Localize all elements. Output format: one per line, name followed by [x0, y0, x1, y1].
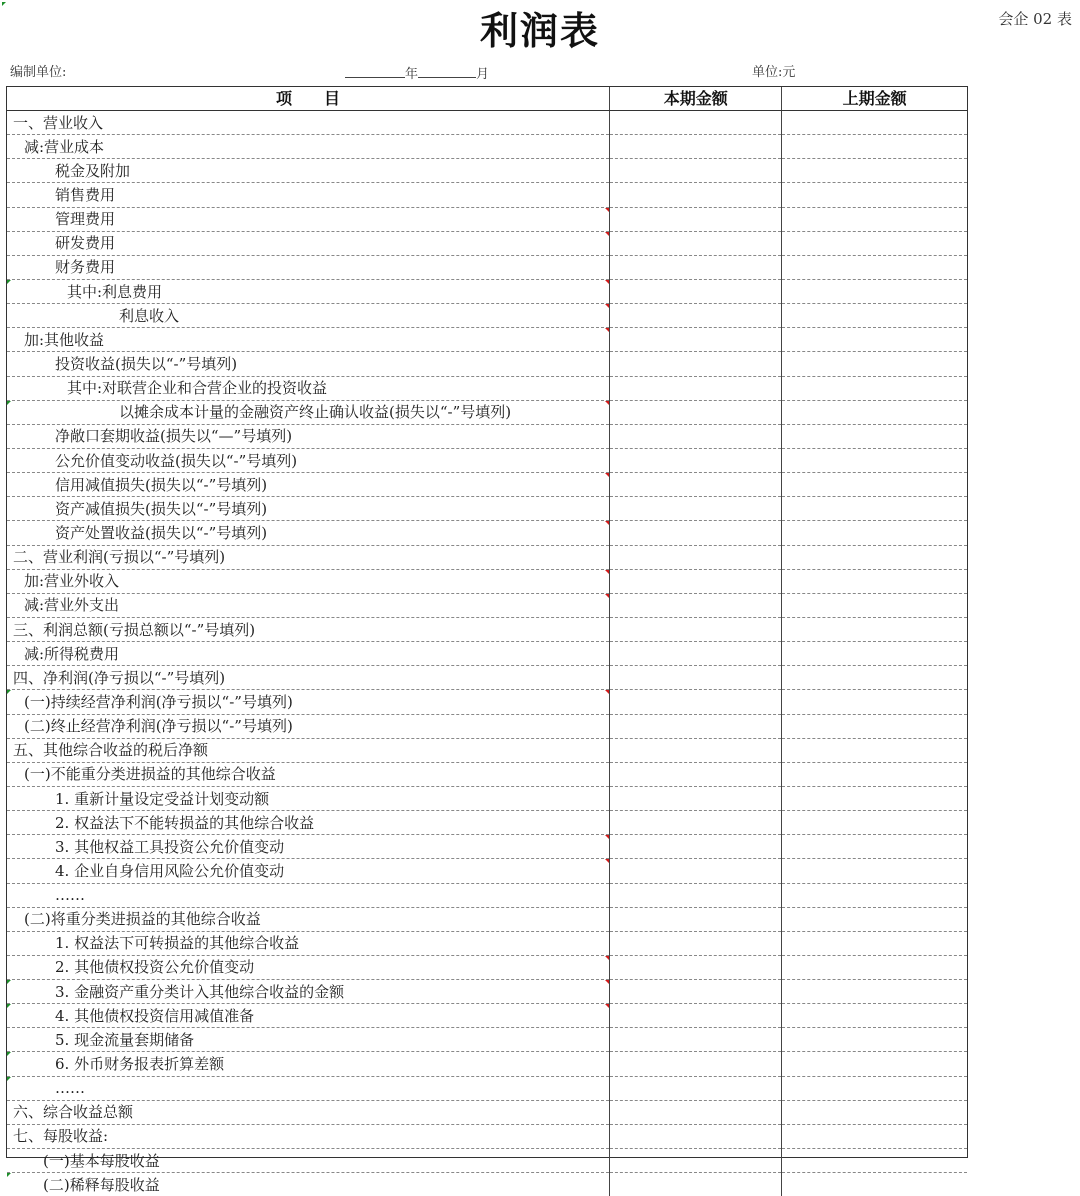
table-row [7, 400, 967, 424]
current-period-amount-cell[interactable] [610, 207, 782, 231]
current-period-amount-cell[interactable] [610, 642, 782, 666]
row-item-label: 减:所得税费用 [24, 644, 120, 663]
prior-period-amount-cell[interactable] [782, 883, 967, 907]
current-period-amount-cell[interactable] [610, 1076, 782, 1100]
row-item-cell[interactable] [7, 859, 610, 883]
table-row [7, 907, 967, 931]
row-item-label: 财务费用 [55, 258, 116, 277]
row-item-label: 五、其他综合收益的税后净额 [13, 741, 209, 760]
row-item-label: (二)终止经营净利润(净亏损以“-”号填列) [24, 717, 293, 736]
row-item-cell[interactable] [7, 279, 610, 303]
prior-period-amount-cell[interactable] [782, 811, 967, 835]
prior-period-amount-cell[interactable] [782, 666, 967, 690]
table-row [7, 1076, 967, 1100]
table-row [7, 1124, 967, 1148]
current-period-amount-cell[interactable] [610, 135, 782, 159]
cell-comment-marker [7, 690, 11, 694]
current-period-amount-cell[interactable] [610, 400, 782, 424]
prior-period-amount-cell[interactable] [782, 859, 967, 883]
current-period-amount-cell[interactable] [610, 1052, 782, 1076]
row-item-label: …… [55, 886, 85, 905]
current-period-amount-cell[interactable] [610, 1004, 782, 1028]
currency-unit-label: 单位:元 [752, 65, 796, 80]
report-period [345, 64, 489, 84]
current-period-amount-cell[interactable] [610, 473, 782, 497]
prior-period-amount-cell[interactable] [782, 835, 967, 859]
prior-period-amount-cell[interactable] [782, 738, 967, 762]
prior-period-amount-cell[interactable] [782, 159, 967, 183]
row-item-label: 利息收入 [119, 306, 180, 325]
row-item-label: 净敞口套期收益(损失以“—”号填列) [55, 427, 293, 446]
prior-period-amount-cell[interactable] [782, 279, 967, 303]
row-item-cell[interactable] [7, 593, 610, 617]
table-row [7, 473, 967, 497]
table-row [7, 304, 967, 328]
prior-period-amount-cell[interactable] [782, 400, 967, 424]
prior-period-amount-cell[interactable] [782, 545, 967, 569]
table-row [7, 255, 967, 279]
table-row [7, 980, 967, 1004]
cell-error-marker [605, 280, 609, 284]
cell-error-marker [605, 594, 609, 598]
row-item-label: 4. 其他债权投资信用减值准备 [55, 1006, 255, 1025]
table-row [7, 786, 967, 810]
row-item-cell[interactable] [7, 231, 610, 255]
current-period-amount-cell[interactable] [610, 835, 782, 859]
cell-error-marker [605, 232, 609, 236]
row-item-label: 资产减值损失(损失以“-”号填列) [55, 499, 268, 518]
cell-comment-marker [7, 1173, 11, 1177]
row-item-label: 3. 其他权益工具投资公允价值变动 [55, 837, 285, 856]
year-blank [345, 64, 405, 78]
row-item-cell[interactable] [7, 569, 610, 593]
prior-period-amount-cell[interactable] [782, 448, 967, 472]
row-item-cell[interactable] [7, 1100, 610, 1124]
form-code: 会企 02 表 [998, 10, 1072, 28]
prior-period-amount-cell[interactable] [782, 473, 967, 497]
cell-comment-marker [7, 1004, 11, 1008]
row-item-cell[interactable] [7, 497, 610, 521]
cell-error-marker [605, 690, 609, 694]
row-item-label: 公允价值变动收益(损失以“-”号填列) [55, 451, 298, 470]
prior-period-amount-cell[interactable] [782, 376, 967, 400]
row-item-cell[interactable] [7, 980, 610, 1004]
row-item-cell[interactable] [7, 835, 610, 859]
current-period-amount-cell[interactable] [610, 521, 782, 545]
current-period-amount-cell[interactable] [610, 738, 782, 762]
cell-error-marker [605, 1004, 609, 1008]
cell-error-marker [605, 473, 609, 477]
prior-period-amount-cell[interactable] [782, 1076, 967, 1100]
row-item-label: (一)不能重分类进损益的其他综合收益 [24, 765, 276, 784]
prior-period-amount-cell[interactable] [782, 328, 967, 352]
table-row [7, 714, 967, 738]
prior-period-amount-cell[interactable] [782, 304, 967, 328]
column-header-item: 项 目 [7, 87, 610, 111]
row-item-label: 1. 重新计量设定受益计划变动额 [55, 789, 270, 808]
cell-error-marker [605, 304, 609, 308]
table-row [7, 207, 967, 231]
month-label: 月 [476, 67, 490, 82]
table-row [7, 762, 967, 786]
row-item-label: 其中:利息费用 [67, 282, 163, 301]
row-item-cell[interactable] [7, 1149, 610, 1173]
current-period-amount-cell[interactable] [610, 545, 782, 569]
row-item-label: 信用减值损失(损失以“-”号填列) [55, 475, 268, 494]
cell-comment-marker [7, 980, 11, 984]
current-period-amount-cell[interactable] [610, 955, 782, 979]
current-period-amount-cell[interactable] [610, 1124, 782, 1148]
cell-comment-marker [7, 401, 11, 405]
prior-period-amount-cell[interactable] [782, 1100, 967, 1124]
current-period-amount-cell[interactable] [610, 980, 782, 1004]
row-item-cell[interactable] [7, 111, 610, 135]
column-header-prior-period: 上期金额 [782, 87, 967, 111]
prior-period-amount-cell[interactable] [782, 907, 967, 931]
cell-error-marker [605, 835, 609, 839]
current-period-amount-cell[interactable] [610, 883, 782, 907]
row-item-label: 2. 其他债权投资公允价值变动 [55, 958, 255, 977]
prior-period-amount-cell[interactable] [782, 111, 967, 135]
row-item-cell[interactable] [7, 907, 610, 931]
row-item-cell[interactable] [7, 714, 610, 738]
prior-period-amount-cell[interactable] [782, 690, 967, 714]
current-period-amount-cell[interactable] [610, 931, 782, 955]
table-row [7, 835, 967, 859]
current-period-amount-cell[interactable] [610, 762, 782, 786]
table-row [7, 690, 967, 714]
table-row [7, 1173, 967, 1196]
table-row [7, 642, 967, 666]
current-period-amount-cell[interactable] [610, 376, 782, 400]
table-row [7, 424, 967, 448]
current-period-amount-cell[interactable] [610, 1100, 782, 1124]
table-row [7, 1028, 967, 1052]
table-row [7, 1004, 967, 1028]
current-period-amount-cell[interactable] [610, 352, 782, 376]
prior-period-amount-cell[interactable] [782, 714, 967, 738]
row-item-cell[interactable] [7, 135, 610, 159]
row-item-cell[interactable] [7, 255, 610, 279]
row-item-label: 销售费用 [55, 185, 116, 204]
prior-period-amount-cell[interactable] [782, 1149, 967, 1173]
row-item-label: …… [55, 1079, 85, 1098]
row-item-cell[interactable] [7, 1028, 610, 1052]
prior-period-amount-cell[interactable] [782, 642, 967, 666]
row-item-label: (二)稀释每股收益 [43, 1175, 160, 1194]
table-row [7, 1100, 967, 1124]
row-item-cell[interactable] [7, 448, 610, 472]
row-item-cell[interactable] [7, 328, 610, 352]
table-row [7, 497, 967, 521]
column-header-current-period: 本期金额 [610, 87, 782, 111]
cell-comment-marker [2, 2, 6, 6]
row-item-label: 四、净利润(净亏损以“-”号填列) [13, 668, 226, 687]
cell-error-marker [605, 570, 609, 574]
row-item-label: 其中:对联营企业和合营企业的投资收益 [67, 379, 328, 398]
cell-error-marker [605, 208, 609, 212]
row-item-label: 以摊余成本计量的金融资产终止确认收益(损失以“-”号填列) [119, 403, 512, 422]
current-period-amount-cell[interactable] [610, 424, 782, 448]
table-row [7, 376, 967, 400]
current-period-amount-cell[interactable] [610, 304, 782, 328]
current-period-amount-cell[interactable] [610, 1149, 782, 1173]
current-period-amount-cell[interactable] [610, 448, 782, 472]
row-item-cell[interactable] [7, 304, 610, 328]
prior-period-amount-cell[interactable] [782, 1052, 967, 1076]
year-label: 年 [405, 67, 419, 82]
prior-period-amount-cell[interactable] [782, 593, 967, 617]
current-period-amount-cell[interactable] [610, 811, 782, 835]
table-header-row [7, 87, 967, 111]
row-item-cell[interactable] [7, 738, 610, 762]
current-period-amount-cell[interactable] [610, 111, 782, 135]
table-row [7, 666, 967, 690]
row-item-cell[interactable] [7, 883, 610, 907]
table-row [7, 279, 967, 303]
table-row [7, 328, 967, 352]
current-period-amount-cell[interactable] [610, 328, 782, 352]
current-period-amount-cell[interactable] [610, 617, 782, 641]
prior-period-amount-cell[interactable] [782, 521, 967, 545]
cell-error-marker [605, 956, 609, 960]
current-period-amount-cell[interactable] [610, 1173, 782, 1196]
row-item-cell[interactable] [7, 207, 610, 231]
prior-period-amount-cell[interactable] [782, 786, 967, 810]
income-statement-table [6, 86, 968, 1194]
row-item-cell[interactable] [7, 617, 610, 641]
row-item-cell[interactable] [7, 762, 610, 786]
prior-period-amount-cell[interactable] [782, 1124, 967, 1148]
current-period-amount-cell[interactable] [610, 907, 782, 931]
row-item-label: 二、营业利润(亏损以“-”号填列) [13, 548, 226, 567]
row-item-cell[interactable] [7, 955, 610, 979]
table-row [7, 545, 967, 569]
row-item-cell[interactable] [7, 376, 610, 400]
prior-period-amount-cell[interactable] [782, 255, 967, 279]
cell-error-marker [605, 328, 609, 332]
cell-comment-marker [7, 1077, 11, 1081]
table-row [7, 593, 967, 617]
table-row [7, 135, 967, 159]
table-row [7, 617, 967, 641]
row-item-label: 投资收益(损失以“-”号填列) [55, 354, 238, 373]
prior-period-amount-cell[interactable] [782, 231, 967, 255]
row-item-label: 一、营业收入 [13, 113, 104, 132]
row-item-label: 三、利润总额(亏损总额以“-”号填列) [13, 620, 256, 639]
table-row [7, 111, 967, 135]
prior-period-amount-cell[interactable] [782, 931, 967, 955]
row-item-label: (二)将重分类进损益的其他综合收益 [24, 910, 261, 929]
row-item-cell[interactable] [7, 352, 610, 376]
row-item-label: (一)基本每股收益 [43, 1151, 160, 1170]
row-item-cell[interactable] [7, 400, 610, 424]
row-item-label: 1. 权益法下可转损益的其他综合收益 [55, 934, 300, 953]
prior-period-amount-cell[interactable] [782, 1004, 967, 1028]
row-item-label: 5. 现金流量套期储备 [55, 1030, 195, 1049]
table-row [7, 231, 967, 255]
table-row [7, 521, 967, 545]
current-period-amount-cell[interactable] [610, 690, 782, 714]
current-period-amount-cell[interactable] [610, 786, 782, 810]
table-row [7, 1052, 967, 1076]
prior-period-amount-cell[interactable] [782, 352, 967, 376]
table-row [7, 811, 967, 835]
row-item-label: 减:营业外支出 [24, 596, 120, 615]
prior-period-amount-cell[interactable] [782, 617, 967, 641]
prior-period-amount-cell[interactable] [782, 1173, 967, 1196]
row-item-label: 6. 外币财务报表折算差额 [55, 1055, 225, 1074]
cell-error-marker [605, 521, 609, 525]
row-item-label: (一)持续经营净利润(净亏损以“-”号填列) [24, 692, 293, 711]
row-item-label: 研发费用 [55, 234, 116, 253]
table-row [7, 569, 967, 593]
prior-period-amount-cell[interactable] [782, 980, 967, 1004]
row-item-label: 加:营业外收入 [24, 572, 120, 591]
row-item-cell[interactable] [7, 642, 610, 666]
row-item-label: 七、每股收益: [13, 1127, 109, 1146]
row-item-label: 2. 权益法下不能转损益的其他综合收益 [55, 813, 315, 832]
prior-period-amount-cell[interactable] [782, 497, 967, 521]
table-row [7, 159, 967, 183]
row-item-label: 加:其他收益 [24, 330, 105, 349]
page-title: 利润表 [479, 8, 600, 53]
current-period-amount-cell[interactable] [610, 231, 782, 255]
table-row [7, 448, 967, 472]
row-item-label: 税金及附加 [55, 161, 131, 180]
prior-period-amount-cell[interactable] [782, 424, 967, 448]
cell-error-marker [605, 859, 609, 863]
prior-period-amount-cell[interactable] [782, 183, 967, 207]
row-item-cell[interactable] [7, 1052, 610, 1076]
row-item-label: 管理费用 [55, 210, 116, 229]
current-period-amount-cell[interactable] [610, 666, 782, 690]
row-item-cell[interactable] [7, 1004, 610, 1028]
cell-comment-marker [7, 1052, 11, 1056]
row-item-label: 资产处置收益(损失以“-”号填列) [55, 523, 268, 542]
prior-period-amount-cell[interactable] [782, 762, 967, 786]
prior-period-amount-cell[interactable] [782, 955, 967, 979]
table-row [7, 883, 967, 907]
current-period-amount-cell[interactable] [610, 497, 782, 521]
current-period-amount-cell[interactable] [610, 569, 782, 593]
row-item-cell[interactable] [7, 424, 610, 448]
row-item-cell[interactable] [7, 811, 610, 835]
row-item-cell[interactable] [7, 521, 610, 545]
row-item-cell[interactable] [7, 1076, 610, 1100]
row-item-cell[interactable] [7, 1124, 610, 1148]
table-row [7, 931, 967, 955]
row-item-label: 4. 企业自身信用风险公允价值变动 [55, 861, 285, 880]
current-period-amount-cell[interactable] [610, 255, 782, 279]
compiling-unit-label: 编制单位: [10, 65, 67, 80]
current-period-amount-cell[interactable] [610, 593, 782, 617]
prior-period-amount-cell[interactable] [782, 207, 967, 231]
table-row [7, 955, 967, 979]
row-item-cell[interactable] [7, 1173, 610, 1196]
row-item-cell[interactable] [7, 666, 610, 690]
prior-period-amount-cell[interactable] [782, 135, 967, 159]
cell-error-marker [605, 401, 609, 405]
current-period-amount-cell[interactable] [610, 159, 782, 183]
table-row [7, 738, 967, 762]
row-item-label: 3. 金融资产重分类计入其他综合收益的金额 [55, 982, 345, 1001]
table-row [7, 1149, 967, 1173]
row-item-cell[interactable] [7, 690, 610, 714]
table-row [7, 859, 967, 883]
prior-period-amount-cell[interactable] [782, 1028, 967, 1052]
row-item-cell[interactable] [7, 473, 610, 497]
row-item-cell[interactable] [7, 183, 610, 207]
current-period-amount-cell[interactable] [610, 714, 782, 738]
current-period-amount-cell[interactable] [610, 1028, 782, 1052]
cell-comment-marker [7, 280, 11, 284]
prior-period-amount-cell[interactable] [782, 569, 967, 593]
table-row [7, 352, 967, 376]
row-item-label: 六、综合收益总额 [13, 1103, 134, 1122]
current-period-amount-cell[interactable] [610, 279, 782, 303]
cell-error-marker [605, 980, 609, 984]
month-blank [418, 64, 476, 78]
table-row [7, 183, 967, 207]
current-period-amount-cell[interactable] [610, 859, 782, 883]
row-item-cell[interactable] [7, 545, 610, 569]
current-period-amount-cell[interactable] [610, 183, 782, 207]
row-item-label: 减:营业成本 [24, 137, 105, 156]
row-item-cell[interactable] [7, 931, 610, 955]
row-item-cell[interactable] [7, 159, 610, 183]
row-item-cell[interactable] [7, 786, 610, 810]
